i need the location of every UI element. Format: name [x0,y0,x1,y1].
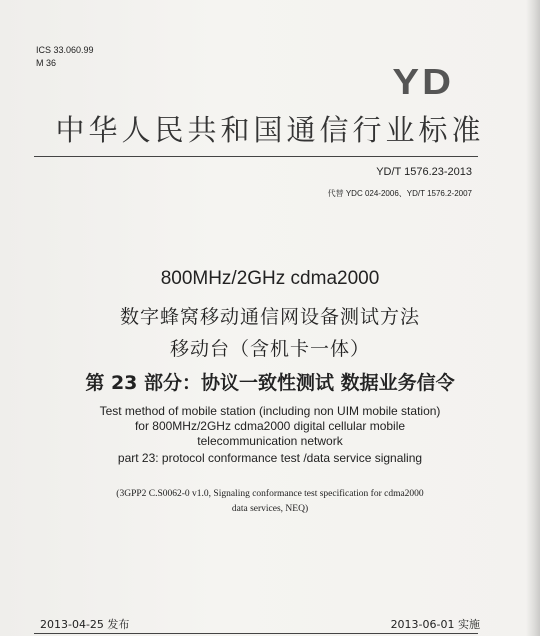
title-line-1: 800MHz/2GHz cdma2000 [160,268,380,289]
ics-classification [36,44,94,70]
reference-line-2: data services, NEQ) [231,504,309,514]
english-title-line-3: telecommunication network [197,434,343,448]
english-title-line-2: for 800MHz/2GHz cdma2000 digital cellular mobile [134,419,406,433]
title-line-2: 数字蜂窝移动通信网设备测试方法 [119,306,420,328]
title-line-4: 第 23 部分：协议一致性测试 数据业务信令 [85,372,455,394]
bottom-divider [34,633,478,634]
class-code: M 36 [36,58,57,68]
reference-line-1: (3GPP2 C.S0062-0 v1.0, Signaling conformance test specification for cdma2000 [116,489,424,499]
standard-number: YD/T 1576.23-2013 [376,166,472,178]
replaces-note: 代替 YDC 024-2006、YD/T 1576.2-2007 [327,189,472,198]
yd-logo: YD [392,62,454,102]
top-divider [34,156,478,157]
english-title-line-4: part 23: protocol conformance test /data service signaling [117,451,423,465]
organization-title: 中华人民共和国通信行业标准 [55,113,485,147]
ics-code: ICS 33.060.99 [36,45,94,55]
title-line-3: 移动台（含机卡一体） [169,338,370,360]
english-title-line-1: Test method of mobile station (including non UIM mobile station) [99,404,441,418]
implement-date: 2013-06-01 实施 [390,618,480,631]
publish-date: 2013-04-25 发布 [40,618,130,631]
